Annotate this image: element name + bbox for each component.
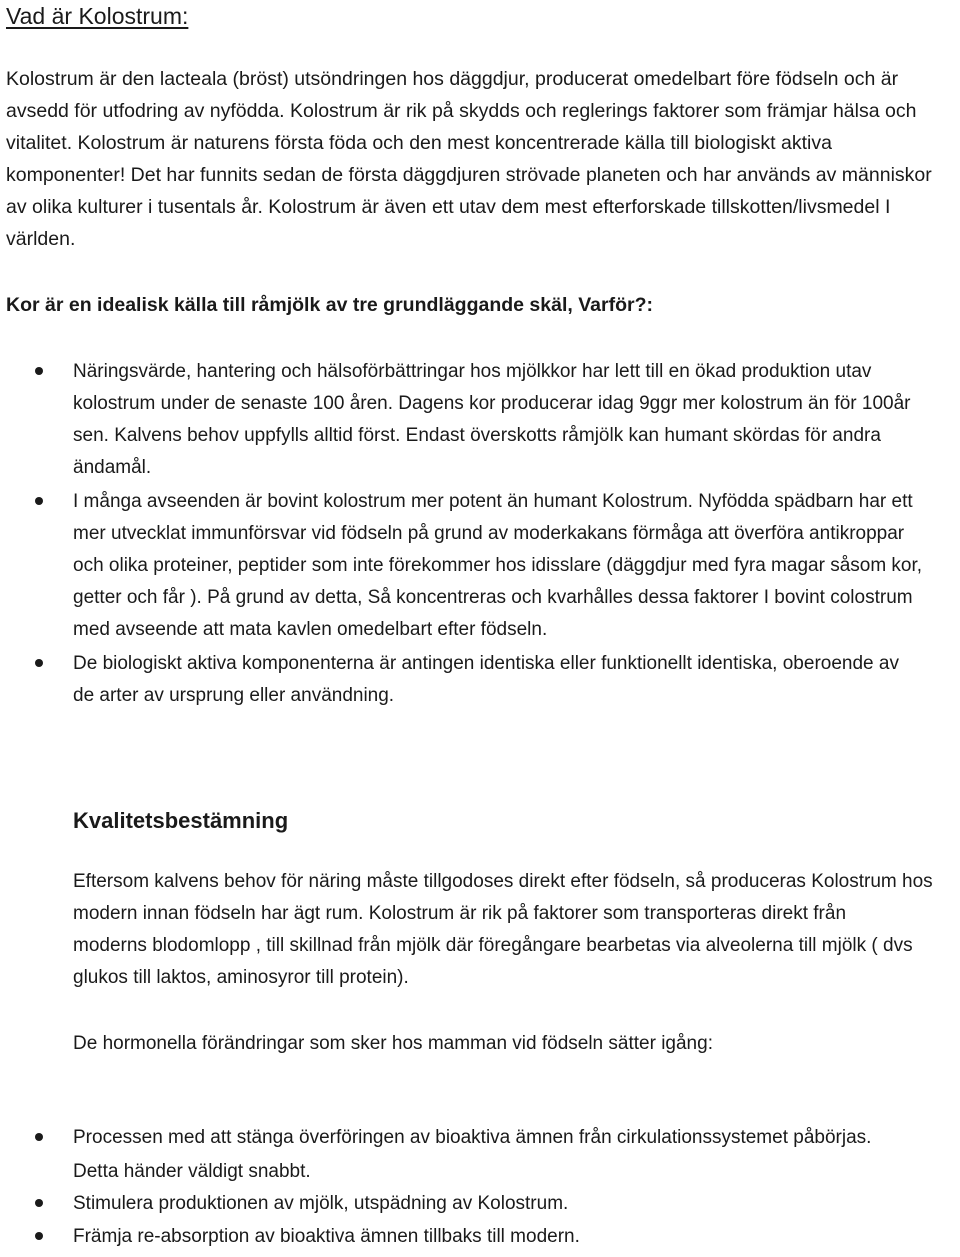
effect-line: Detta händer väldigt snabbt. [73, 1161, 311, 1182]
page-title: Vad är Kolostrum: [6, 3, 189, 29]
hormonal-intro: De hormonella förändringar som sker hos mamman vid födseln sätter igång: [73, 1033, 713, 1054]
quality-line: Eftersom kalvens behov för näring måste tillgodoses direkt efter födseln, så produceras Kolostrum hos [73, 871, 933, 892]
section-heading: Kvalitetsbestämning [73, 808, 289, 833]
quality-line: glukos till laktos, aminosyror till protein). [73, 967, 409, 988]
bullet-dot [35, 497, 43, 505]
intro-line: vitalitet. Kolostrum är naturens första föda och den mest koncentrerade källa till biologiskt aktiva [6, 132, 832, 154]
reason-line: I många avseenden är bovint kolostrum mer potent än humant Kolostrum. Nyfödda spädbarn har ett [73, 491, 913, 512]
question-heading: Kor är en idealisk källa till råmjölk av tre grundläggande skäl, Varför?: [6, 294, 653, 316]
bullet-dot [35, 1133, 43, 1141]
quality-line: moderns blodomlopp , till skillnad från mjölk där föregångare bearbetas via alveolerna till mjölk ( dvs [73, 935, 913, 956]
bullet-dot [35, 659, 43, 667]
reason-line: de arter av ursprung eller användning. [73, 685, 395, 706]
reason-line: sen. Kalvens behov uppfylls alltid först. Endast överskotts råmjölk kan humant skördas för andra [73, 425, 881, 446]
bullet-dot [35, 1232, 43, 1240]
intro-line: Kolostrum är den lacteala (bröst) utsöndringen hos däggdjur, producerat omedelbart före födseln och är [6, 68, 899, 90]
reason-line: med avseende att mata kavlen omedelbart efter födseln. [73, 619, 548, 640]
reason-line: Näringsvärde, hantering och hälsoförbättringar hos mjölkkor har lett till en ökad produktion utav [73, 361, 872, 382]
intro-line: avsedd för utfodring av nyfödda. Kolostrum är rik på skydds och reglerings faktorer som främjar hälsa och [6, 100, 917, 122]
reason-line: mer utvecklat immunförsvar vid födseln på grund av moderkakans förmåga att överföra antikroppar [73, 523, 905, 544]
effect-line: Främja re-absorption av bioaktiva ämnen tillbaks till modern. [73, 1226, 580, 1247]
intro-line: komponenter! Det har funnits sedan de första däggdjuren strövade planeten och har används av människor [6, 164, 932, 186]
intro-line: världen. [6, 228, 76, 250]
reason-line: De biologiskt aktiva komponenterna är antingen identiska eller funktionellt identiska, oberoende av [73, 653, 899, 674]
reason-line: ändamål. [73, 457, 152, 478]
quality-line: modern innan födseln har ägt rum. Kolostrum är rik på faktorer som transporteras direkt från [73, 903, 847, 924]
reason-line: getter och får ). På grund av detta, Så koncentreras och kvarhålles dessa faktorer I bovint colostrum [73, 587, 913, 608]
bullet-dot [35, 367, 43, 375]
reason-line: och olika proteiner, peptider som inte förekommer hos idisslare (däggdjur med fyra magar såsom kor, [73, 555, 923, 576]
effect-line: Processen med att stänga överföringen av bioaktiva ämnen från cirkulationssystemet påbörjas. [73, 1127, 872, 1148]
intro-line: av olika kulturer i tusentals år. Kolostrum är även ett utav dem mest efterforskade tillskotten/livsmedel I [6, 196, 891, 218]
bullet-dot [35, 1199, 43, 1207]
effect-line: Stimulera produktionen av mjölk, utspädning av Kolostrum. [73, 1193, 569, 1214]
reason-line: kolostrum under de senaste 100 åren. Dagens kor producerar idag 9ggr mer kolostrum än för 100år [73, 393, 911, 414]
